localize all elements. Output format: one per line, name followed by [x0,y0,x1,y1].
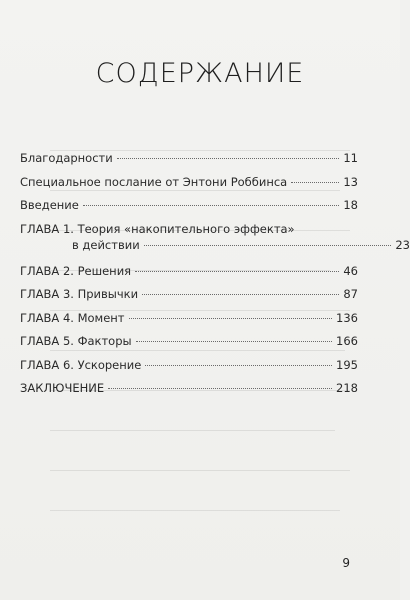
page-title: СОДЕРЖАНИЕ [95,58,305,89]
toc-entry-page: 11 [343,151,358,165]
toc-entry-label: ГЛАВА 4. Момент [20,310,125,325]
toc-entry-page: 218 [336,381,358,395]
toc-entry[interactable] [20,221,410,263]
dot-leader [135,271,339,272]
toc-entry-page: 46 [343,263,358,278]
dot-leader [83,205,340,206]
dot-leader [136,341,332,342]
toc-entry[interactable] [20,174,358,198]
dot-leader [144,245,392,246]
toc-entry-label: ГЛАВА 1. Теория «накопительного эффекта» [20,221,295,236]
toc-entry-page: 23 [395,237,410,252]
toc-entry[interactable] [20,197,358,221]
toc-entry-label: ГЛАВА 6. Ускорение [20,357,142,372]
toc-entry-page: 87 [343,287,358,301]
toc-entry-label-continued: в действии [72,237,140,252]
dot-leader [108,388,332,389]
toc-entry[interactable] [20,380,358,404]
toc-entry[interactable] [20,263,358,287]
toc-entry[interactable] [20,286,358,310]
table-of-contents [20,150,410,404]
toc-entry-label: Введение [20,198,79,212]
toc-entry-page: 18 [343,198,358,212]
toc-entry-label: ЗАКЛЮЧЕНИЕ [20,381,105,395]
toc-entry[interactable] [20,357,358,381]
toc-entry[interactable] [20,333,358,357]
toc-entry-label: Благодарности [20,151,113,165]
toc-entry-label: ГЛАВА 5. Факторы [20,334,132,348]
dot-leader [129,318,333,319]
toc-entry-label: ГЛАВА 2. Решения [20,263,132,278]
page-number: 9 [342,556,350,570]
toc-entry-label: Специальное послание от Энтони Роббинса [20,174,288,189]
dot-leader [142,294,339,295]
dot-leader [145,365,332,366]
dot-leader [291,182,339,183]
toc-entry-page: 136 [336,310,358,325]
toc-entry[interactable] [20,150,358,174]
toc-entry-label: ГЛАВА 3. Привычки [20,287,139,301]
toc-entry[interactable] [20,310,358,334]
dot-leader [117,158,340,159]
toc-entry-page: 166 [336,334,358,348]
toc-entry-page: 195 [336,357,358,372]
toc-entry-page: 13 [343,174,358,189]
